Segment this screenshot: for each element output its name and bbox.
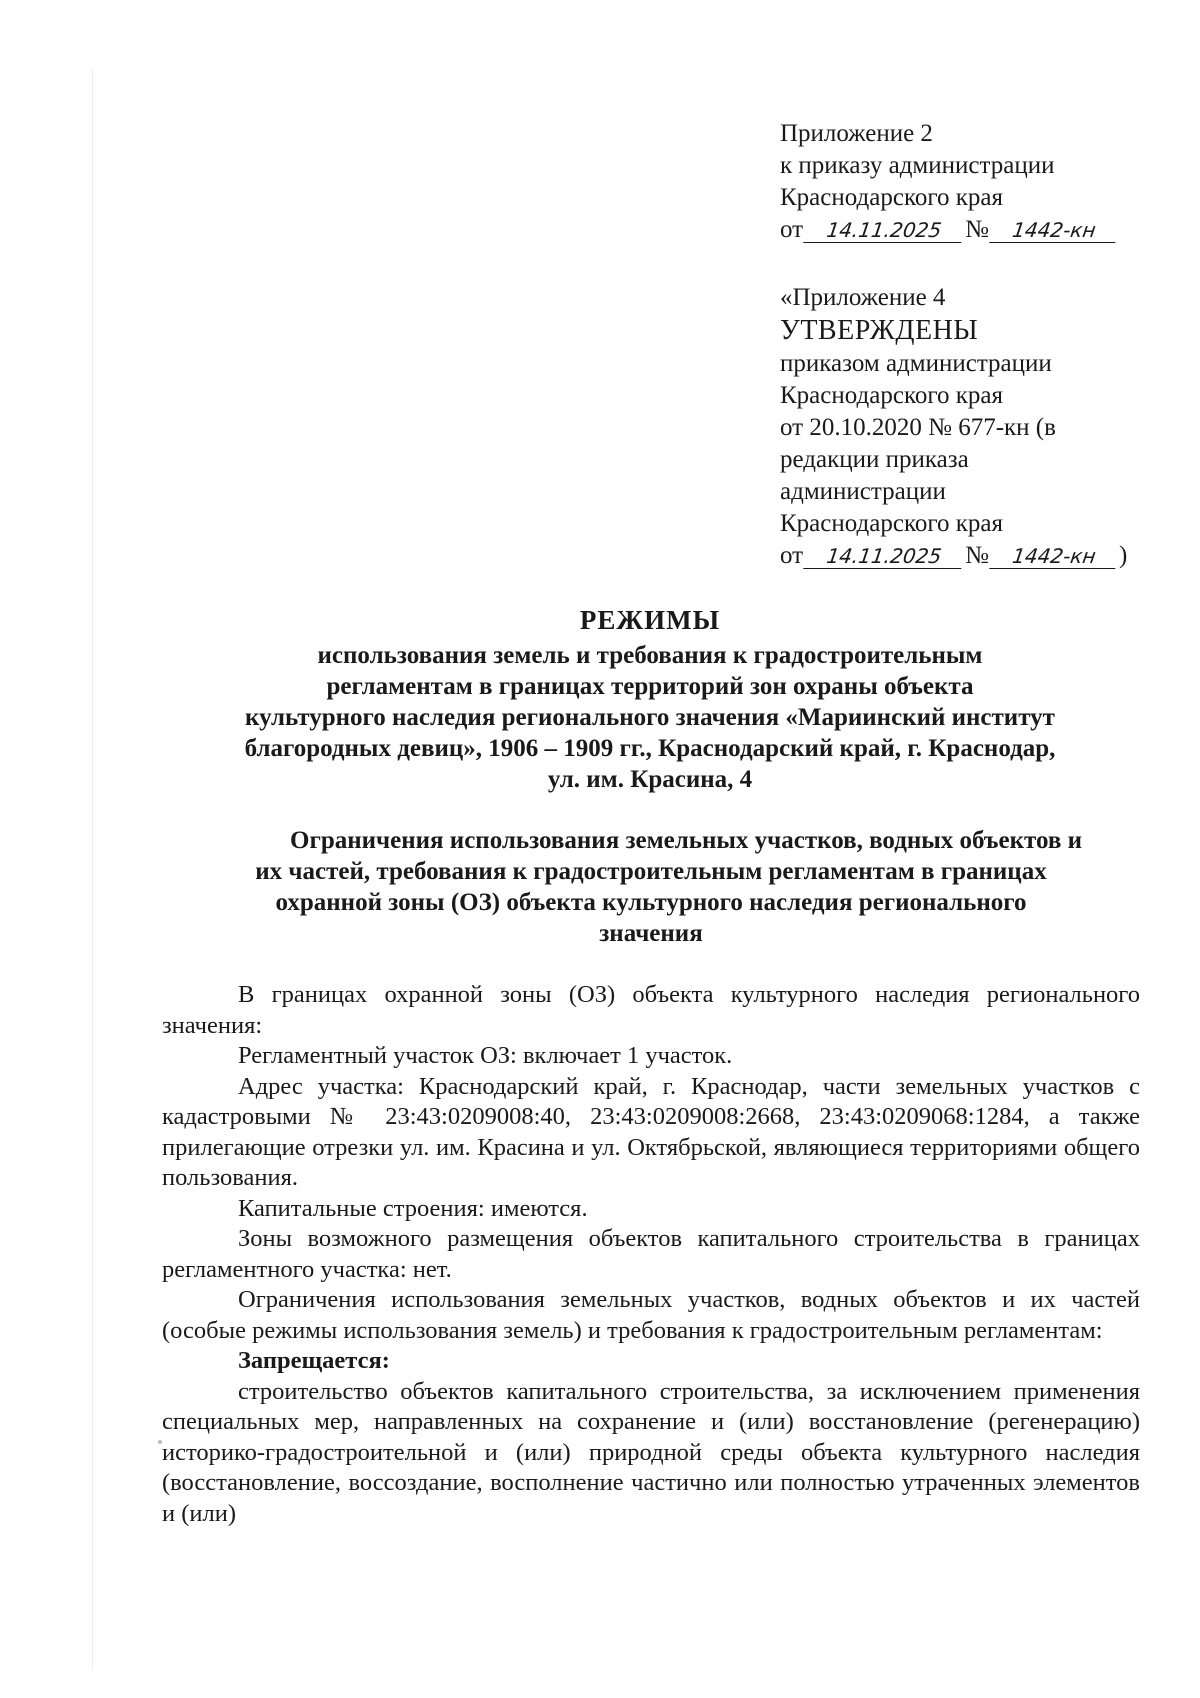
prior-attachment-date-line: [780, 540, 1140, 572]
subtitle-line: использования земель и требования к градостроительным: [317, 642, 983, 669]
prior-attachment-line: администрации: [780, 478, 946, 505]
section-heading-line: Ограничения использования земельных участков, водных объектов и: [290, 827, 1082, 854]
body-paragraph: Адрес участка: Краснодарский край, г. Краснодар, части земельных участков с кадастровыми № 23:43:0209008:40, 23:43:0209008:2668, 23:43:0209068:1284, а также прилегающие отрезки ул. им. Красина и ул. Октябрьской, являющиеся территориями общего пользования.: [162, 1072, 1140, 1191]
section-heading-line: их частей, требования к градостроительным регламентам в границах: [255, 858, 1047, 885]
body-paragraph: Регламентный участок ОЗ: включает 1 участок.: [238, 1042, 733, 1069]
document-title: РЕЖИМЫ: [579, 605, 721, 635]
prior-attachment-line: от 20.10.2020 № 677-кн (в: [780, 414, 1056, 441]
handwritten-number: 1442-кн: [989, 544, 1119, 569]
prior-attachment-label: «Приложение 4: [780, 284, 946, 311]
section-heading: [160, 825, 1142, 949]
body-paragraph: Ограничения использования земельных участков, водных объектов и их частей (особые режимы использования земель) и требования к градостроительным регламентам:: [162, 1286, 1140, 1344]
attachment-date-line: [780, 214, 1140, 246]
attachment-line: к приказу администрации: [780, 152, 1055, 179]
number-sign: №: [965, 542, 989, 569]
handwritten-number: 1442-кн: [989, 218, 1119, 243]
prior-attachment-line: редакции приказа: [780, 446, 969, 473]
section-heading-line: охранной зоны (ОЗ) объекта культурного наследия регионального: [275, 889, 1027, 916]
body-paragraph: строительство объектов капитального строительства, за исключением применения специальных мер, направленных на сохранение и (или) восстановление (регенерацию) историко-градостроительной и (или) природной среды объекта культурного наследия (восстановление, воссоздание, восполнение частично или полностью утраченных элементов и (или): [162, 1377, 1140, 1527]
prior-attachment-line: Краснодарского края: [780, 510, 1003, 537]
attachment-label: Приложение 2: [780, 120, 933, 147]
approved-label: УТВЕРЖДЕНЫ: [780, 315, 979, 346]
prior-attachment-line: приказом администрации: [780, 350, 1052, 377]
subtitle-line: ул. им. Красина, 4: [547, 766, 753, 793]
body-paragraph: Зоны возможного размещения объектов капитального строительства в границах регламентного участка: нет.: [162, 1225, 1140, 1283]
from-label: от: [780, 216, 804, 243]
attachment-header: [780, 118, 1140, 246]
attachment-line: Краснодарского края: [780, 184, 1003, 211]
document-body: [162, 980, 1140, 1529]
body-paragraph: Капитальные строения: имеются.: [238, 1194, 588, 1222]
closing-paren: ): [1118, 542, 1128, 569]
subtitle-line: культурного наследия регионального значения «Мариинский институт: [245, 704, 1055, 731]
number-sign: №: [965, 216, 989, 243]
from-label: от: [780, 542, 804, 569]
prior-attachment-header: [780, 282, 1140, 572]
prior-attachment-line: Краснодарского края: [780, 382, 1003, 409]
handwritten-date: 14.11.2025: [803, 544, 965, 569]
section-heading-line: значения: [599, 920, 703, 947]
body-paragraph: В границах охранной зоны (ОЗ) объекта культурного наследия регионального значения:: [162, 981, 1140, 1039]
document-subtitle: [160, 640, 1140, 795]
scan-margin-line: [92, 70, 93, 1670]
prohibited-heading: Запрещается:: [238, 1347, 390, 1374]
handwritten-date: 14.11.2025: [803, 218, 965, 243]
subtitle-line: регламентам в границах территорий зон охраны объекта: [326, 673, 974, 700]
subtitle-line: благородных девиц», 1906 – 1909 гг., Краснодарский край, г. Краснодар,: [244, 735, 1056, 762]
